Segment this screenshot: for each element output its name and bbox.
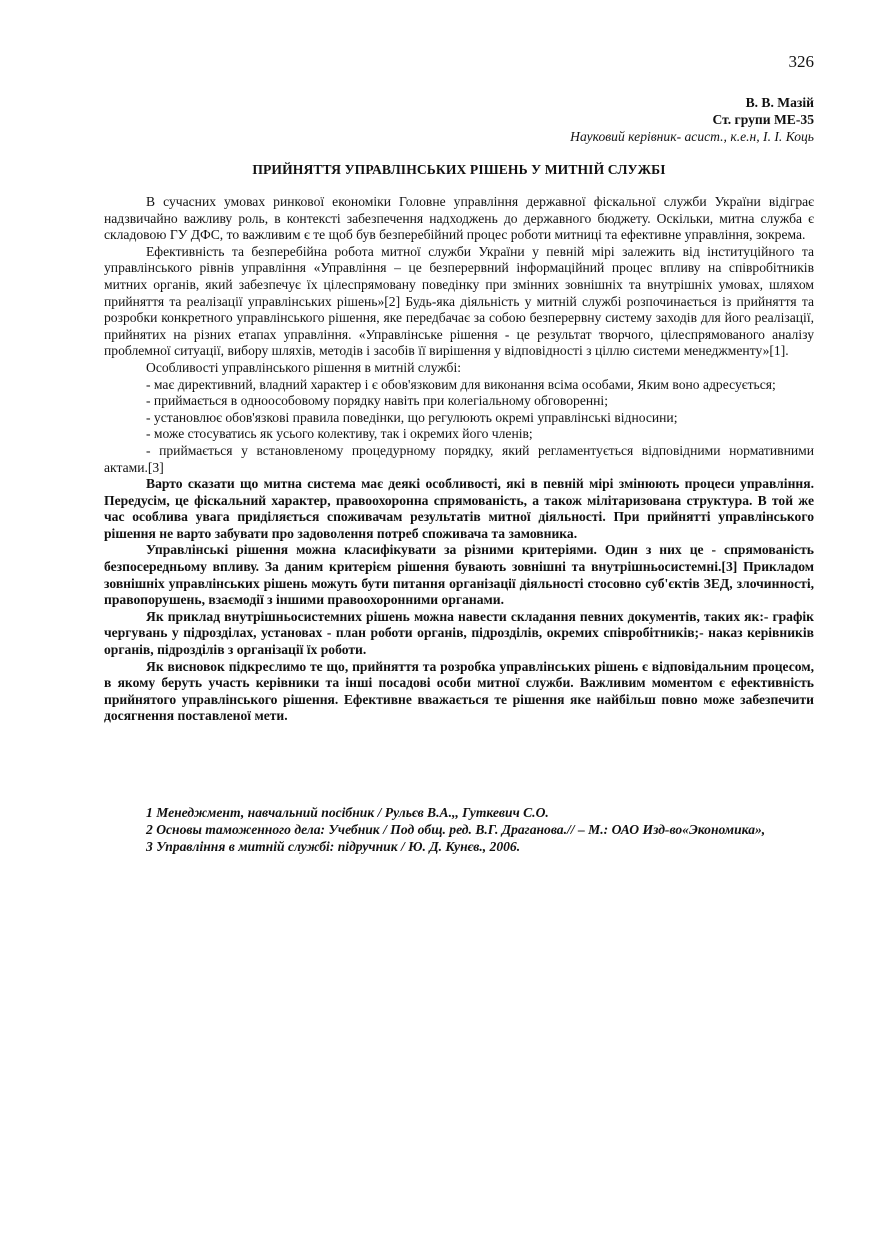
bold-paragraph: Управлінські рішення можна класифікувати за різними критеріями. Один з них це - спрямованість безпосередньому впливу. За даним критерієм рішення бувають зовнішні та внутрішньосистемні.[3] Прикладом зовнішніх управлінських рішень можуть бути питання організації діяльності стосовно суб'єктів ЗЕД, злочинності, правопорушень, взаємодії з іншими правоохоронними органами. (104, 542, 814, 608)
bold-paragraph: Як висновок підкреслимо те що, прийняття та розробка управлінських рішень є відповідальним процесом, в якому беруть участь керівники та інші посадові особи митної служби. Важливим моментом є ефективність прийнятого управлінського рішення. Ефективне вважається те рішення яке найбільш повно може забезпечити досягнення поставленої мети. (104, 658, 814, 724)
paragraph: Особливості управлінського рішення в митній службі: (146, 359, 461, 375)
list-item: - приймається в одноособовому порядку навіть при колегіальному обговоренні; (146, 393, 608, 409)
list-item: - приймається у встановленому процедурному порядку, який регламентується відповідними нормативними актами.[3] (104, 442, 814, 475)
article-title: ПРИЙНЯТТЯ УПРАВЛІНСЬКИХ РІШЕНЬ У МИТНІЙ СЛУЖБІ (252, 162, 666, 177)
list-item: - установлює обов'язкові правила поведінки, що регулюють окремі управлінські відносини; (146, 409, 678, 425)
paragraph: В сучасних умовах ринкової економіки Головне управління державної фіскальної служби України відіграє надзвичайно важливу роль, в контексті забезпечення надходжень до державного бюджету. Оскільки, митна служба є складовою ГУ ДФС, то важливим є те щоб був безперебійний процес роботи митниці та ефективне управління, зокрема. (104, 194, 814, 243)
page-number: 326 (788, 52, 814, 71)
bold-paragraph: Варто сказати що митна система має деякі особливості, які в певній мірі змінюють процеси управління. Передусім, це фіскальний характер, правоохоронна спрямованість, а також мілітаризована структура. В той же час особлива увага приділяється споживачам результатів митної діяльності. При прийнятті управлінського рішення не варто забувати про задоволення потреб споживача та замовника. (104, 476, 814, 541)
list-item: - може стосуватись як усього колективу, так і окремих його членів; (146, 426, 533, 442)
list-item: - має директивний, владний характер і є обов'язковим для виконання всіма особами, Яким воно адресується; (146, 376, 776, 392)
paragraph: Ефективність та безперебійна робота митної служби України у певній мірі залежить від інституційного та управлінського рівнів управління «Управління – це безперервний інформаційний процес впливу на співробітників митних органів, який забезпечує їх цілеспрямовану поведінку при змінних зовнішніх та внутрішніх умовах, шляхом прийняття та реалізації управлінських рішень»[2] Будь-яка діяльність у митній службі розпочинається із прийняття та розробки конкретного управлінського рішення, яке передбачає за собою безперервну систему заходів для його реалізації, прийнятих на різних етапах управління. «Управлінське рішення - це результат творчого, цілеспрямованого аналізу проблемної ситуації, вибору шляхів, методів і засобів її вирішення у відповідності з ціллю системи менеджменту»[1]. (104, 243, 814, 359)
author-block (570, 94, 814, 145)
reference-item: 2 Основы таможенного дела: Учебник / Под общ. ред. В.Г. Драганова.// – М.: ОАО Изд-во«Экономика», (146, 822, 766, 837)
reference-item: 1 Менеджмент, навчальний посібник / Рульєв В.А.,, Гуткевич С.О. (146, 805, 549, 820)
author-name: В. В. Мазій (745, 95, 814, 110)
bold-paragraph: Як приклад внутрішньосистемних рішень можна навести складання певних документів, таких як:- графік чергувань у підрозділах, установах - план роботи органів, підрозділів, окремих співробітників;- наказ керівників органів, підрозділів з організації їх роботи. (104, 608, 814, 658)
references (146, 804, 826, 855)
reference-item: 3 Управління в митній службі: підручник / Ю. Д. Кунєв., 2006. (146, 839, 521, 854)
article-body (104, 194, 814, 725)
scientific-advisor: Науковий керівник- асист., к.е.н, І. І. Коць (570, 129, 814, 144)
author-group: Ст. групи МЕ-35 (712, 112, 814, 127)
